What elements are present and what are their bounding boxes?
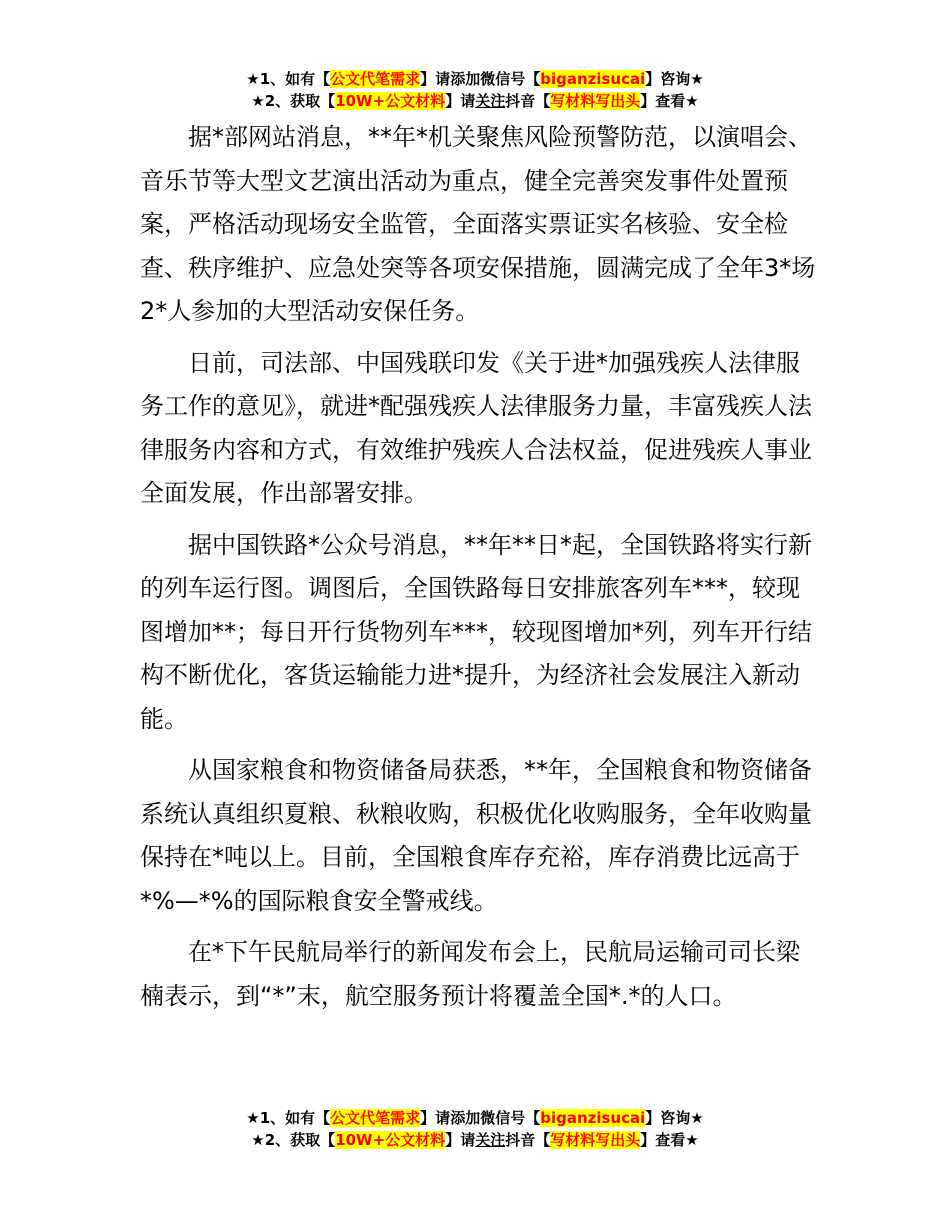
banner-text: 】查看★: [640, 92, 699, 110]
banner-line-2: [0, 90, 950, 112]
banner-text: ★1、如有【: [246, 70, 331, 88]
banner-text: 微信号【: [480, 70, 541, 88]
highlight-douyin: 写材料写出头: [550, 92, 641, 110]
banner-text: 】请: [420, 70, 451, 88]
banner-line-1: [0, 1107, 950, 1129]
paragraph: 据中国铁路*公众号消息，**年**日*起，全国铁路将实行新的列车运行图。调图后，全国铁路每日安排旅客列车***，较现图增加**；每日开行货物列车***，较现图增加*列，列车开行结构不断优化，客货运输能力进*提升，为经济社会发展注入新动能。: [140, 530, 812, 733]
highlight-service: 公文代笔需求: [330, 70, 421, 88]
banner-text: ★2、获取【: [251, 92, 336, 110]
document-body: [140, 116, 820, 1026]
banner-line-2: [0, 1129, 950, 1151]
paragraph: 从国家粮食和物资储备局获悉，**年，全国粮食和物资储备系统认真组织夏粮、秋粮收购，积极优化收购服务，全年收购量保持在*吨以上。目前，全国粮食库存充裕，库存消费比远高于*%—*%的国际粮食安全警戒线。: [140, 756, 812, 915]
banner-text: 关注: [475, 92, 506, 110]
paragraph: 据*部网站消息，**年*机关聚焦风险预警防范，以演唱会、音乐节等大型文艺演出活动为重点，健全完善突发事件处置预案，严格活动现场安全监管，全面落实票证实名核验、安全检查、秩序维护、应急处突等各项安保措施，圆满完成了全年3*场 2*人参加的大型活动安保任务。: [140, 123, 816, 325]
banner-text: 添加: [450, 70, 481, 88]
highlight-materials: 10W+公文材料: [335, 1131, 446, 1149]
paragraph: 日前，司法部、中国残联印发《关于进*加强残疾人法律服务工作的意见》，就进*配强残疾人法律服务力量，丰富残疾人法律服务内容和方式，有效维护残疾人合法权益，促进残疾人事业全面发展，作出部署安排。: [140, 348, 812, 507]
banner-text: 添加: [450, 1109, 481, 1127]
highlight-douyin: 写材料写出头: [550, 1131, 641, 1149]
banner-text: 】请: [420, 1109, 451, 1127]
banner-text: 关注: [475, 1131, 506, 1149]
banner-text: 】请: [445, 1131, 476, 1149]
banner-text: 】请: [445, 92, 476, 110]
banner-text: ★2、获取【: [251, 1131, 336, 1149]
banner-line-1: [0, 68, 950, 90]
banner-text: 】咨询★: [645, 1109, 704, 1127]
banner-text: 】咨询★: [645, 70, 704, 88]
highlight-service: 公文代笔需求: [330, 1109, 421, 1127]
header-banner: [0, 68, 950, 112]
highlight-materials: 10W+公文材料: [335, 92, 446, 110]
banner-text: ★1、如有【: [246, 1109, 331, 1127]
banner-text: 】查看★: [640, 1131, 699, 1149]
banner-text: 微信号【: [480, 1109, 541, 1127]
banner-text: 抖音【: [505, 1131, 551, 1149]
highlight-wechat-id: biganzisucai: [540, 70, 646, 88]
banner-text: 抖音【: [505, 92, 551, 110]
paragraph: 在*下午民航局举行的新闻发布会上，民航局运输司司长梁楠表示，到“*”末，航空服务预计将覆盖全国*.*的人口。: [140, 938, 800, 1010]
footer-banner: [0, 1107, 950, 1151]
highlight-wechat-id: biganzisucai: [540, 1109, 646, 1127]
